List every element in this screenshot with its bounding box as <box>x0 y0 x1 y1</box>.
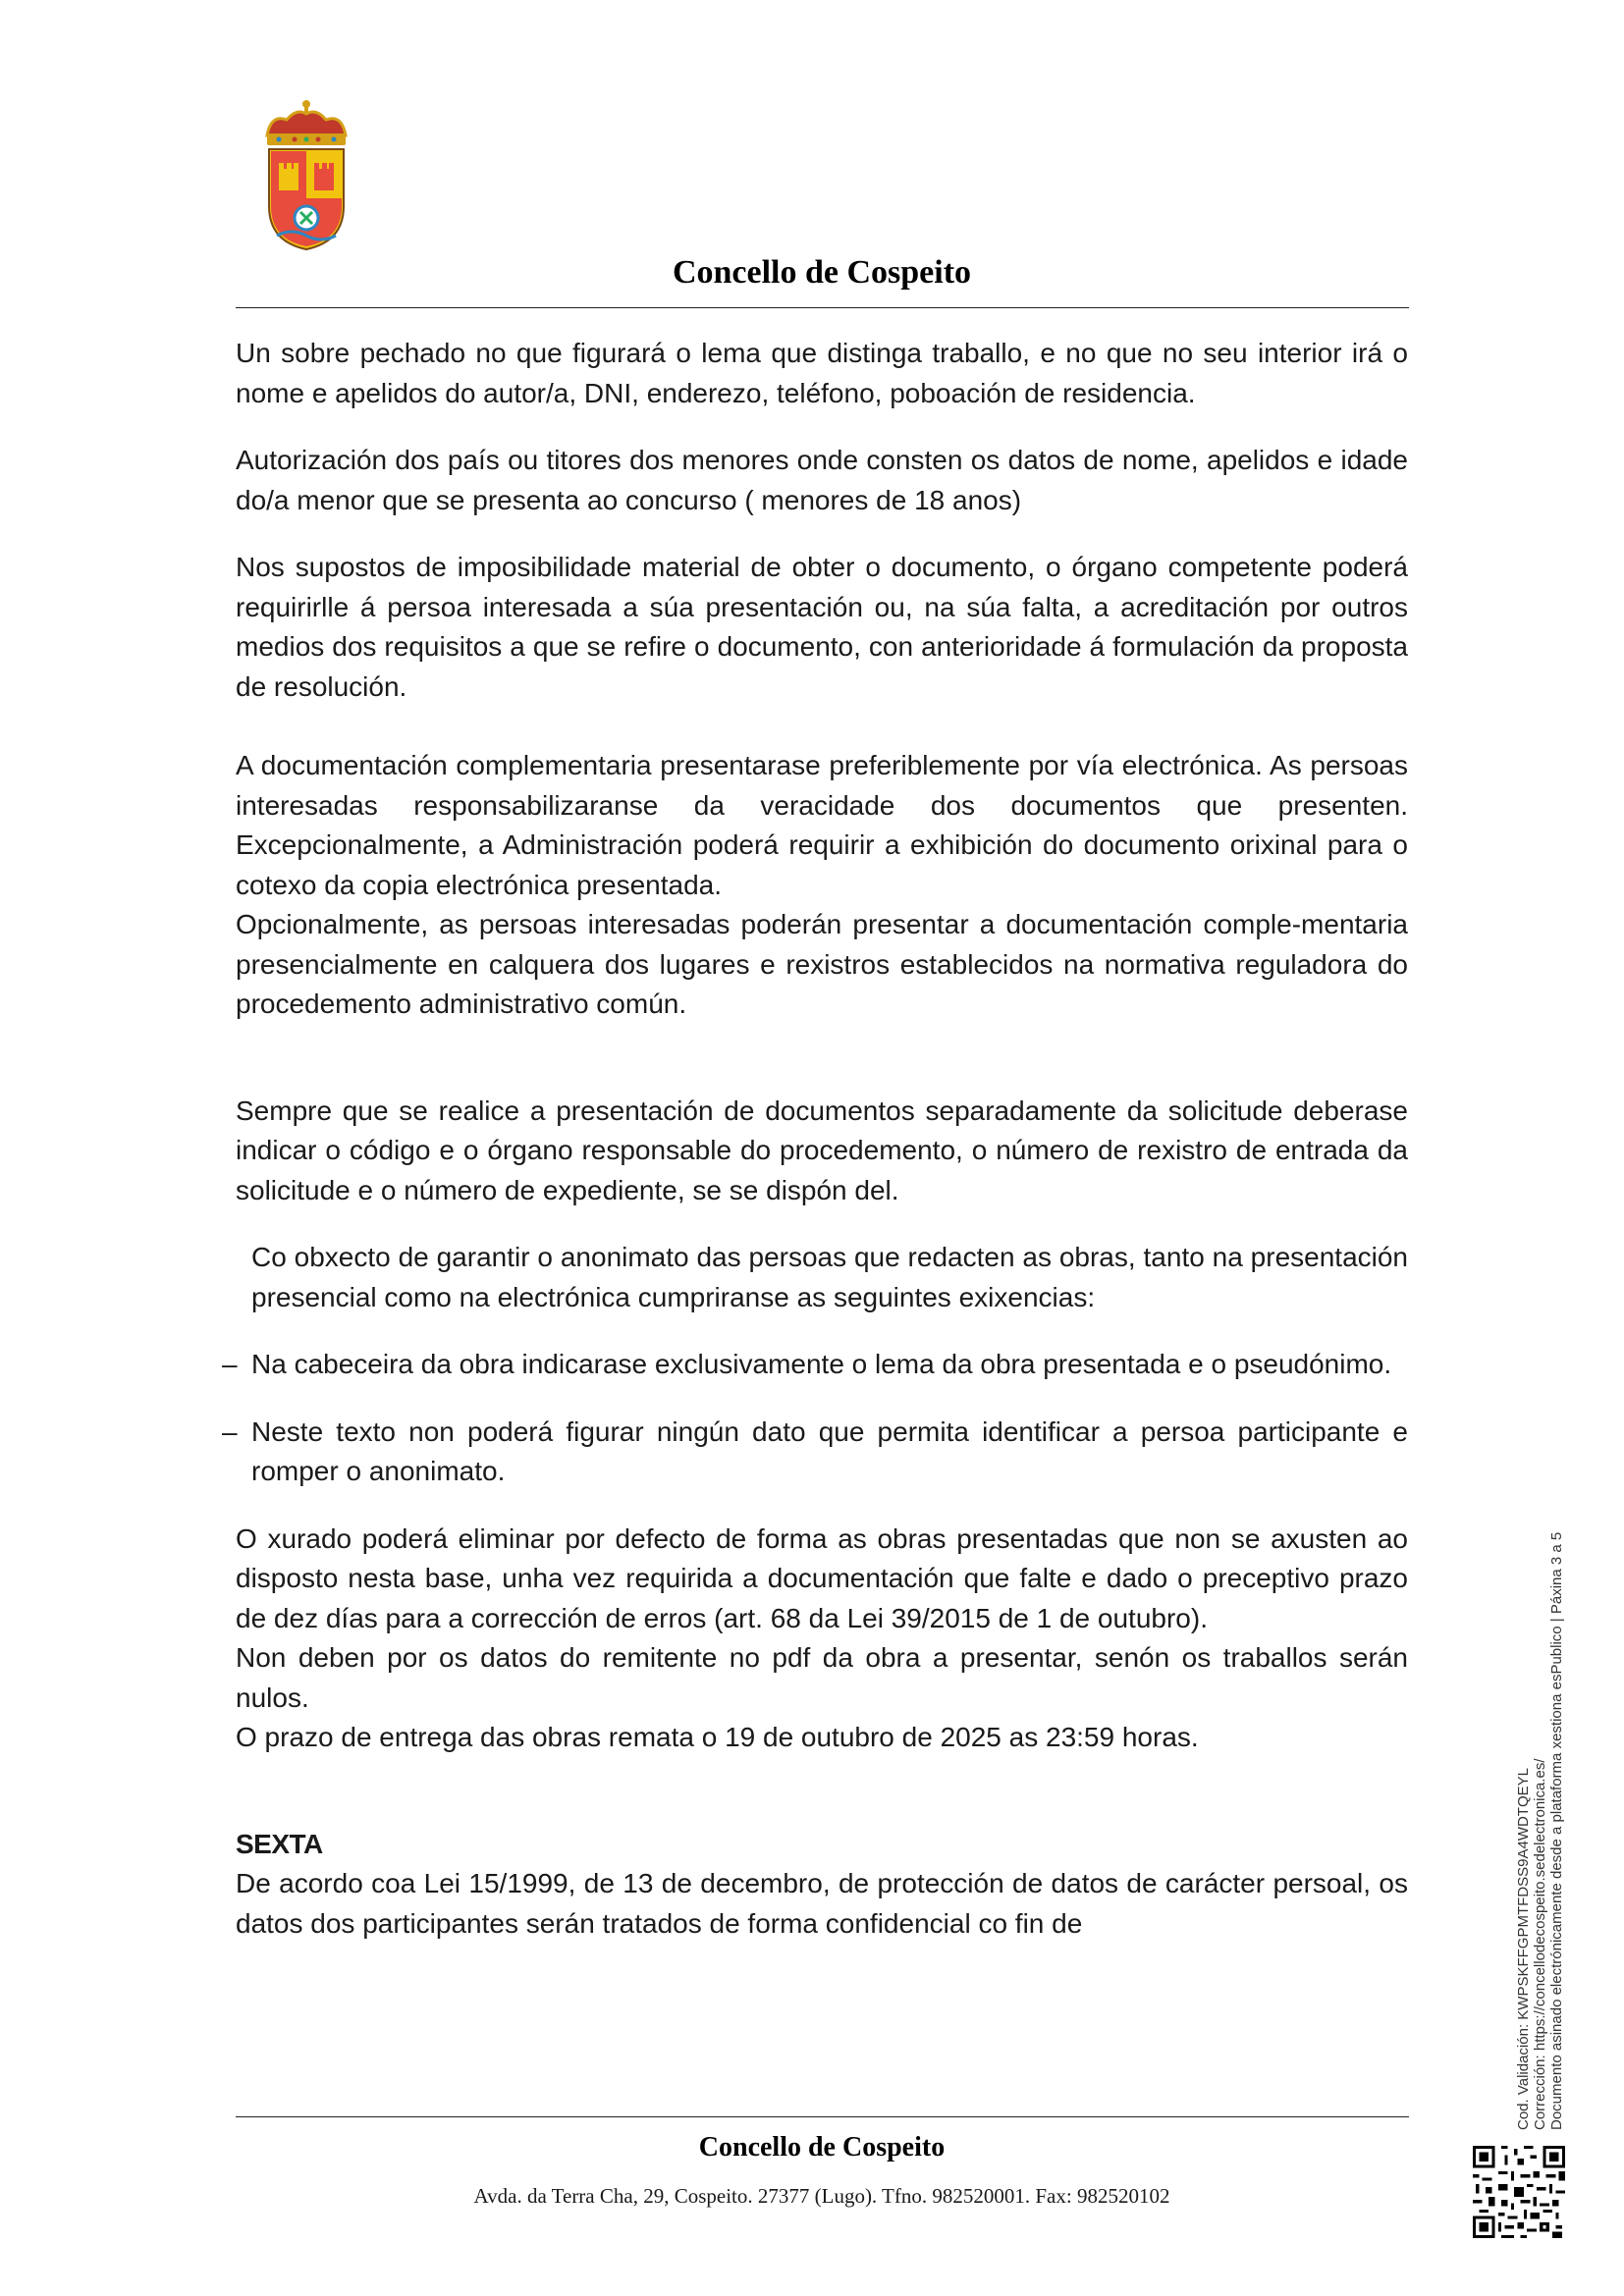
validation-stamp <box>1515 1532 1565 2130</box>
header-title: Concello de Cospeito <box>672 254 972 291</box>
signature-note: Documento asinado electrónicamente desde a plataforma xestiona esPublico | Páxina 3 a 5 <box>1548 1531 1565 2130</box>
list-item: – Na cabeceira da obra indicarase exclusivamente o lema da obra presentada e o pseudónimo. <box>222 1349 1392 1379</box>
footer-address: Avda. da Terra Cha, 29, Cospeito. 27377 (Lugo). Tfno. 982520001. Fax: 982520102 <box>473 2184 1170 2208</box>
paragraph-data-protection: De acordo coa Lei 15/1999, de 13 de decembro, de protección de datos de carácter persoal, os datos dos participantes serán tratados de forma confidencial co fin de <box>236 1868 1408 1939</box>
coat-of-arms-icon <box>257 98 355 251</box>
paragraph-in-person: Opcionalmente, as persoas interesadas poderán presentar a documentación comple-mentaria presencialmente en calquera dos lugares e rexistros establecidos na normativa reguladora do procedemento administrativo común. <box>236 909 1408 1019</box>
section-heading: SEXTA <box>236 1828 323 1859</box>
document-body <box>222 334 1408 1944</box>
paragraph-deadline: O prazo de entrega das obras remata o 19 de outubro de 2025 as 23:59 horas. <box>236 1722 1199 1752</box>
paragraph-jury: O xurado poderá eliminar por defecto de forma as obras presentadas que non se axusten ao disposto nesta base, unha vez requirida a documentación que falte e dado o preceptivo prazo de dez días para a corrección de erros (art. 68 da Lei 39/2015 de 1 de outubro). <box>236 1522 1408 1633</box>
paragraph-sender-data: Non deben por os datos do remitente no pdf da obra a presentar, senón os traballos serán nulos. <box>236 1642 1408 1713</box>
footer-title: Concello de Cospeito <box>698 2132 946 2163</box>
qr-code-icon <box>1473 2146 1565 2238</box>
list-item: – Neste texto non poderá figurar ningún dato que permita identificar a persoa participante e romper o anonimato. <box>222 1415 1408 1486</box>
paragraph-envelope: Un sobre pechado no que figurará o lema que distinga traballo, e no que no seu interior irá o nome e apelidos do autor/a, DNI, enderezo, teléfono, poboación de residencia. <box>236 338 1408 408</box>
paragraph-separate-submission: Sempre que se realice a presentación de documentos separadamente da solicitude deberase indicar o código e o órgano responsable do procedemento, o número de rexistro de entrada da solicitude e o número de expediente, se se dispón del. <box>236 1095 1408 1205</box>
paragraph-impossibility: Nos supostos de imposibilidade material de obter o documento, o órgano competente poderá requirirlle á persoa interesada a súa presentación ou, na súa falta, a acreditación por outros medios dos requisitos a que se refire o documento, con anterioridade á formulación da proposta de resolución. <box>236 552 1408 702</box>
verification-url[interactable]: Corrección: https://concellodecospeito.sedelectronica.es/ <box>1532 1758 1548 2130</box>
paragraph-authorization: Autorización dos país ou titores dos menores onde consten os datos de nome, apelidos e idade do/a menor que se presenta ao concurso ( menores de 18 anos) <box>236 445 1408 515</box>
footer-divider <box>236 2116 1409 2117</box>
validation-code: Cod. Validación: KWPSKFFGPMTFDSS9A4WDTQEYL <box>1515 1768 1532 2130</box>
paragraph-anonymity: Co obxecto de garantir o anonimato das persoas que redacten as obras, tanto na presentación presencial como na electrónica cumpriranse as seguintes exixencias: <box>251 1242 1408 1312</box>
header-divider <box>236 307 1409 308</box>
paragraph-electronic: A documentación complementaria presentarase preferiblemente por vía electrónica. As persoas interesadas responsabilizaranse da veracidade dos documentos que presenten. Excepcionalmente, a Administración poderá requirir a exhibición do documento orixinal para o cotexo da copia electrónica presentada. <box>236 750 1408 900</box>
